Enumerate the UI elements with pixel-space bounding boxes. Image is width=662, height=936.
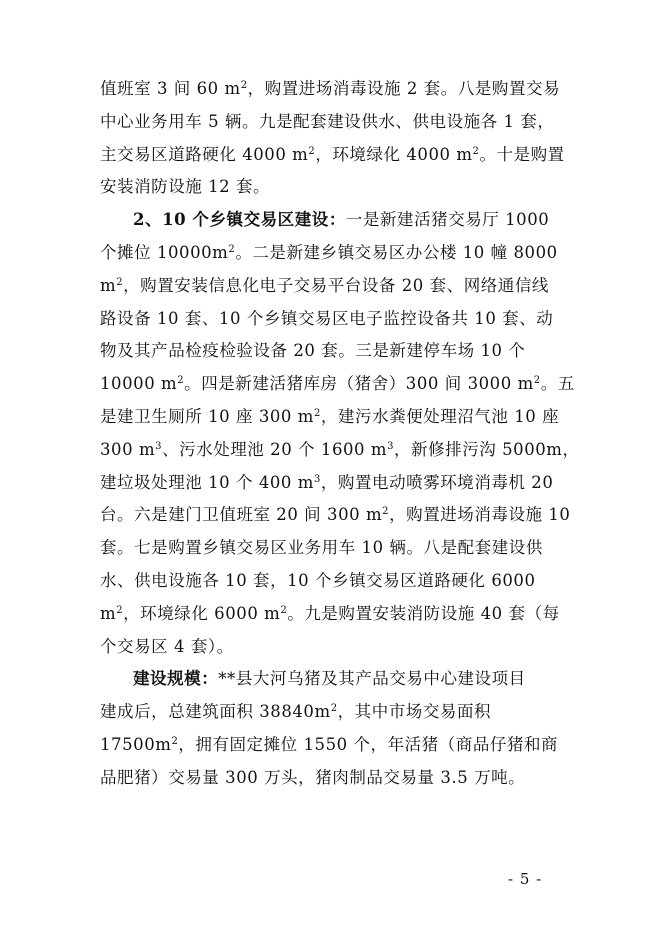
text-span: m (100, 275, 117, 295)
text-line (100, 434, 580, 467)
superscript: 2 (171, 735, 179, 747)
text-line (100, 663, 570, 696)
text-line (100, 368, 575, 401)
text-span: 是建卫生厕所 10 座 300 m (100, 406, 314, 426)
text-span: 个摊位 10000m (100, 242, 229, 262)
text-span: 一是新建活猪交易厅 1000 (345, 210, 550, 230)
text-line: 套。七是购置乡镇交易区业务用车 10 辆。八是配套建设供 (100, 538, 543, 558)
text-line (100, 73, 570, 106)
text-line (100, 598, 570, 631)
superscript: 2 (177, 375, 185, 387)
body-text (100, 73, 580, 795)
text-span: ，购置进场消毒设施 10 (389, 505, 571, 525)
text-line (100, 139, 570, 172)
text-span: ，购置电动喷雾环境消毒机 20 (320, 472, 554, 492)
text-span: m (100, 603, 117, 623)
text-line: 安装消防设施 12 套。 (100, 177, 271, 197)
superscript: 2 (330, 703, 338, 715)
superscript: 2 (280, 604, 288, 616)
superscript: 2 (308, 145, 316, 157)
text-span: 。二是新建乡镇交易区办公楼 10 幢 8000 (235, 242, 558, 262)
superscript: 2 (472, 145, 480, 157)
page-number: - 5 - (508, 870, 543, 888)
text-span: ，环境绿化 4000 m (315, 144, 473, 164)
section-heading: 建设规模： (133, 669, 219, 689)
text-span: 。四是新建活猪库房（猪舍）300 间 3000 m (184, 374, 534, 394)
superscript: 2 (240, 80, 248, 91)
text-span: 值班室 3 间 60 m (100, 79, 241, 98)
text-span: 建成后，总建筑面积 38840m (100, 702, 331, 722)
superscript: 2 (313, 407, 321, 419)
text-span: 。五 (540, 374, 575, 394)
text-line: 水、供电设施各 10 套，10 个乡镇交易区道路硬化 6000 (100, 570, 536, 590)
text-span: ，环境绿化 6000 m (123, 603, 281, 623)
text-span: 。九是购置安装消防设施 40 套（每 (287, 603, 560, 623)
text-span: 300 m (100, 439, 156, 459)
text-line (100, 237, 570, 270)
superscript: 3 (313, 473, 321, 485)
text-span: ，建污水粪便处理沼气池 10 座 (320, 406, 560, 426)
text-span: ，购置进场消毒设施 2 套。八是购置交易 (247, 79, 561, 98)
superscript: 2 (228, 243, 236, 255)
text-line (100, 204, 570, 237)
text-line: 个交易区 4 套）。 (100, 636, 234, 656)
text-span: **县大河乌猪及其产品交易中心建设项目 (218, 669, 526, 689)
superscript: 2 (533, 375, 541, 387)
text-span: 。十是购置 (479, 144, 565, 164)
text-line (100, 499, 570, 532)
text-line (100, 401, 570, 434)
superscript: 2 (382, 506, 390, 518)
text-line (100, 729, 570, 762)
text-line (100, 467, 570, 500)
text-line: 路设备 10 套、10 个乡镇交易区电子监控设备共 10 套、动 (100, 308, 554, 328)
text-line (100, 270, 570, 303)
superscript: 2 (116, 604, 124, 616)
text-span: 17500m (100, 734, 172, 754)
text-span: ，新修排污沟 5000m， (394, 439, 580, 459)
text-span: 台。六是建门卫值班室 20 间 300 m (100, 505, 383, 525)
text-span: ，其中市场交易面积 (337, 702, 492, 722)
text-line: 品肥猪）交易量 300 万头，猪肉制品交易量 3.5 万吨。 (100, 767, 526, 787)
text-line: 中心业务用车 5 辆。九是配套建设供水、供电设施各 1 套， (100, 111, 555, 131)
text-span: 建垃圾处理池 10 个 400 m (100, 472, 314, 492)
section-heading: 2、10 个乡镇交易区建设： (133, 210, 346, 230)
text-line (100, 696, 570, 729)
superscript: 2 (116, 276, 124, 288)
text-line: 物及其产品检疫检验设备 20 套。三是新建停车场 10 个 (100, 341, 526, 361)
text-span: ，购置安装信息化电子交易平台设备 20 套、网络通信线 (123, 275, 549, 295)
text-span: 主交易区道路硬化 4000 m (100, 144, 309, 164)
text-span: 、污水处理池 20 个 1600 m (162, 439, 388, 459)
text-span: 10000 m (100, 374, 178, 394)
text-span: ，拥有固定摊位 1550 个，年活猪（商品仔猪和商 (178, 734, 559, 754)
superscript: 3 (155, 440, 163, 452)
superscript: 3 (387, 440, 394, 452)
